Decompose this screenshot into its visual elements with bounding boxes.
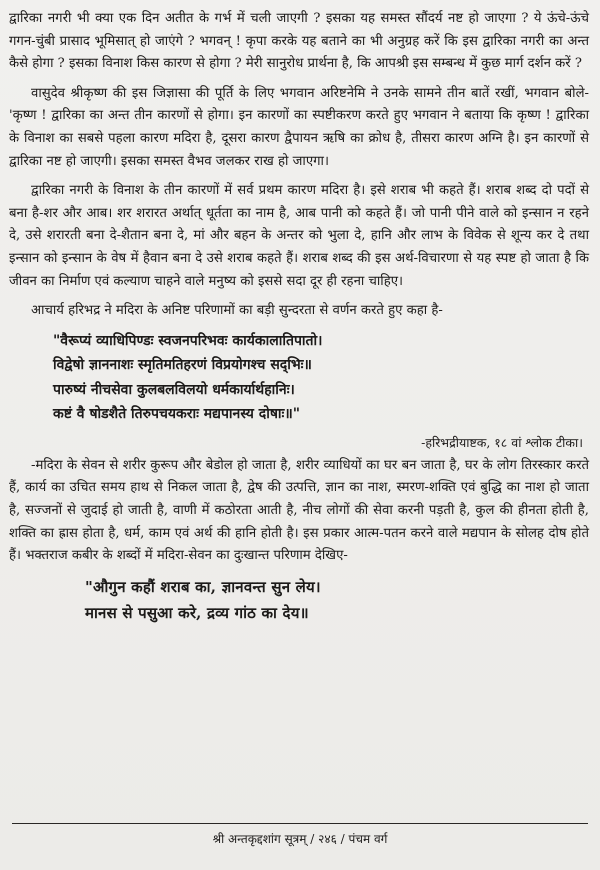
doha-line: मानस से पसुआ करे, द्रव्य गांठ का देय॥ [85, 603, 309, 622]
paragraph-lord-answer: वासुदेव श्रीकृष्ण की इस जिज्ञासा की पूर्ति के लिए भगवान अरिष्टनेमि ने उनके सामने तीन बातें रखीं, भगवान बोले-'कृष्ण ! द्वारिका का अन्त तीन कारणों से होगा। इन कारणों का स्पष्टीकरण करते हुए भगवान ने बताया कि कृष्ण ! द्वारिका के विनाश का सबसे पहला कारण मदिरा है, दूसरा कारण द्वैपायन ऋषि का क्रोध है, तीसरा कारण अग्नि है। इन कारणों से द्वारिका नष्ट हो जाएगी। इसका समस्त वैभव जलकर राख हो जाएगा। [9, 85, 589, 169]
page-footer: श्री अन्तकृद्दशांग सूत्रम् / २४६ / पंचम वर्ग [212, 832, 388, 846]
doha-line: "औगुन कहौं शराब का, ज्ञानवन्त सुन लेय। [85, 577, 321, 596]
kabir-doha [85, 574, 589, 626]
verse-line: पारुष्यं नीचसेवा कुलबलविलयो धर्मकार्यार्थहानिः। [53, 381, 295, 398]
paragraph-dwarika-question: द्वारिका नगरी भी क्या एक दिन अतीत के गर्भ में चली जाएगी ? इसका यह समस्त सौंदर्य नष्ट हो जाएगा ? ये ऊंचे-ऊंचे गगन-चुंबी प्रासाद भूमिसात् हो जाएंगे ? भगवन् ! कृपा करके यह बताने का भी अनुग्रह करें कि इस द्वारिका नगरी का अन्त कैसे होगा ? इसका विनाश किस कारण से होगा ? मेरी सानुरोध प्रार्थना है, कि आपश्री इस सम्बन्ध में कुछ मार्ग दर्शन करें ? [9, 11, 589, 72]
paragraph-haribhadra-intro: आचार्य हरिभद्र ने मदिरा के अनिष्ट परिणामों का बड़ी सुन्दरता से वर्णन करते हुए कहा है- [31, 303, 443, 319]
verse-line: विद्वेषो ज्ञाननाशः स्मृतिमतिहरणं विप्रयोगश्च सद्‌भिः॥ [53, 357, 312, 374]
paragraph-sixteen-defects: -मदिरा के सेवन से शरीर कुरूप और बेडोल हो जाता है, शरीर व्याधियों का घर बन जाता है, घर के लोग तिरस्कार करते हैं, कार्य का उचित समय हाथ से निकल जाता है, द्वेष की उत्पत्ति, ज्ञान का नाश, स्मरण-शक्ति एवं बुद्धि का नाश हो जाता है, सज्जनों से जुदाई हो जाती है, वाणी में कठोरता आती है, नीच लोगों की सेवा करनी पड़ती है, कुल की हीनता होती है, शक्ति का ह्रास होता है, धर्म, काम एवं अर्थ की हानि होती है। इस प्रकार आत्म-पतन करने वाले मद्यपान के सोलह दोष होते हैं। भक्तराज कबीर के शब्दों में मदिरा-सेवन का दुःखान्त परिणाम देखिए- [9, 457, 589, 564]
footer-divider [12, 823, 588, 824]
verse-line: कष्टं वै षोडशैते तिरुपचयकराः मद्यपानस्य दोषाः॥" [53, 406, 301, 423]
paragraph-liquor-meaning: द्वारिका नगरी के विनाश के तीन कारणों में सर्व प्रथम कारण मदिरा है। इसे शराब भी कहते हैं। शराब शब्द दो पदों से बना है-शर और आब। शर शरारत अर्थात् धूर्तता का नाम है, आब पानी को कहते हैं। जो पानी पीने वाले को इन्सान न रहने दे, उसे शरारती बना दे-शैतान बना दे, मां और बहन के अन्तर को भुला दे, हानि और लाभ के विवेक से शून्य कर दे तथा इन्सान को इन्सान के वेष में हैवान बना दे उसे शराब कहते हैं। शराब शब्द की इस अर्थ-विचारणा से यह स्पष्ट हो जाता है कि जीवन का निर्माण एवं कल्याण चाहने वाले मनुष्य को इससे सदा दूर ही रहना चाहिए। [9, 183, 589, 289]
sanskrit-verse [53, 329, 589, 427]
verse-line: "वैरूप्यं व्याधिपिण्डः स्वजनपरिभवः कार्यकालातिपातो। [53, 332, 323, 349]
verse-citation: -हरिभद्रीयाष्टक, १८ वां श्लोक टीका। [421, 434, 583, 450]
